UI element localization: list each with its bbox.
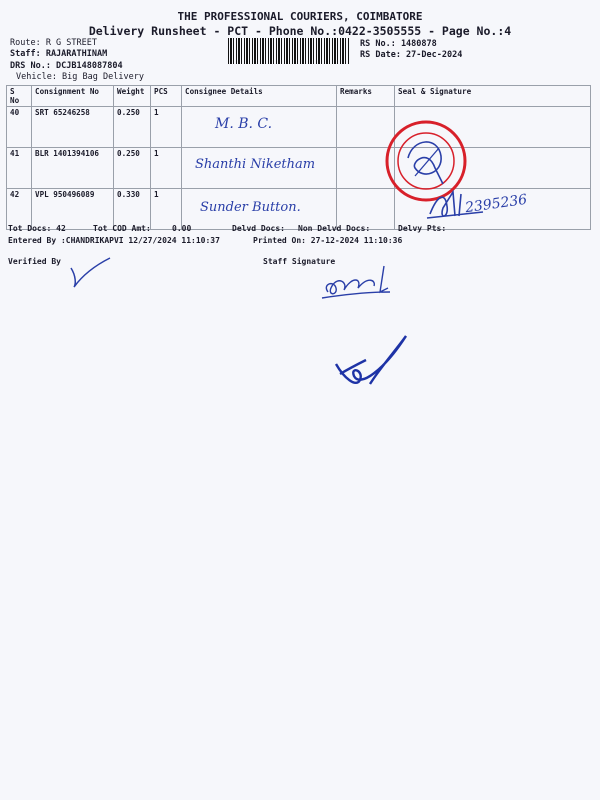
- row-consignment: SRT 65246258: [32, 107, 114, 148]
- consignee-signature: Shanthi Niketham: [195, 157, 316, 172]
- delvy-pts: Delvy Pts:: [398, 224, 447, 233]
- row-consignment: VPL 950496089: [32, 189, 114, 230]
- drs-label: DRS No.: DCJB148087804: [10, 61, 123, 71]
- col-pcs: PCS: [151, 86, 182, 107]
- row-weight: 0.330: [114, 189, 151, 230]
- delvd-docs: Delvd Docs:: [232, 224, 285, 233]
- runsheet-subtitle: Delivery Runsheet - PCT - Phone No.:0422-3505555 - Page No.:4: [88, 24, 512, 38]
- vehicle-label: Vehicle: Big Bag Delivery: [16, 72, 144, 82]
- tot-cod-value: 0.00: [172, 224, 192, 233]
- col-sno: S No: [7, 86, 32, 107]
- table-header-row: [7, 86, 591, 107]
- row-weight: 0.250: [114, 148, 151, 189]
- table-row: [7, 148, 591, 189]
- col-seal: Seal & Signature: [395, 86, 591, 107]
- row-pcs: 1: [151, 148, 182, 189]
- verified-signature-icon: [68, 256, 114, 290]
- rs-no: RS No.: 1480878: [360, 39, 437, 49]
- table-row: [7, 107, 591, 148]
- staff-label: Staff: RAJARATHINAM: [10, 49, 108, 59]
- consignee-signature: Sunder Button.: [200, 200, 301, 215]
- row-weight: 0.250: [114, 107, 151, 148]
- col-remarks: Remarks: [337, 86, 395, 107]
- staff-signature-label: Staff Signature: [263, 257, 336, 266]
- row-consignee: [182, 107, 337, 148]
- large-signature-icon: [330, 330, 412, 394]
- row-pcs: 1: [151, 107, 182, 148]
- tot-cod-label: Tot COD Amt:: [93, 224, 151, 233]
- consignee-signature: M. B. C.: [215, 116, 273, 132]
- printed-on: Printed On: 27-12-2024 11:10:36: [253, 236, 403, 245]
- row-consignee: [182, 148, 337, 189]
- barcode: [228, 38, 350, 64]
- route-label: Route: R G STREET: [10, 38, 97, 48]
- row-consignment: BLR 1401394106: [32, 148, 114, 189]
- col-weight: Weight: [114, 86, 151, 107]
- rs-date: RS Date: 27-Dec-2024: [360, 50, 463, 60]
- row-sno: 40: [7, 107, 32, 148]
- row-sno: 42: [7, 189, 32, 230]
- tot-docs: Tot Docs: 42: [8, 224, 66, 233]
- row-sno: 41: [7, 148, 32, 189]
- row-pcs: 1: [151, 189, 182, 230]
- company-title: THE PROFESSIONAL COURIERS, COIMBATORE: [177, 10, 423, 23]
- col-consignment: Consignment No: [32, 86, 114, 107]
- non-delvd-docs: Non Delvd Docs:: [298, 224, 371, 233]
- col-consignee: Consignee Details: [182, 86, 337, 107]
- staff-signature-icon: [318, 262, 408, 302]
- entered-by: Entered By :CHANDRIKAPVI 12/27/2024 11:10:37: [8, 236, 220, 245]
- handwritten-number: 2395236: [464, 191, 529, 217]
- verified-by-label: Verified By: [8, 257, 61, 266]
